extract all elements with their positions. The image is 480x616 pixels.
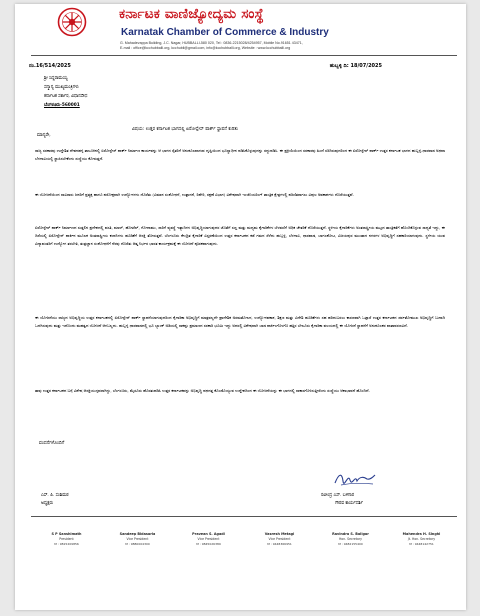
officer-5 — [315, 520, 386, 560]
officer-role: Vice President — [126, 536, 149, 541]
signature-mark — [333, 469, 377, 489]
signatory-right-name: ರವೀಂದ್ರ ಎಸ್. ಬಳಿಗಾರ — [321, 493, 355, 498]
officer-name: Ravindra S. Baligar — [332, 532, 369, 536]
body-paragraph-1: ರಾಜ್ಯ ಸರಕಾರವು ಉದ್ದೇಶಿತ ದೇವನಹಳ್ಳಿ ತಾಲೂಕಿನಲ್ಲಿ ಏರೋಸ್ಪೇಸ್ ಪಾರ್ಕ್ ನಿರ್ಮಾಣ ಕಾರ್ಯವನ್ನು ಆ ಭಾಗದ ರೈತರಿಗೆ ಅನುಕೂಲವಾಗುವ ದೃಷ್ಟಿಯಿಂದ ಭೂಸ್ವಾಧೀನ ಪಡಿಸಿಕೊಳ್ಳುವುದನ್ನು ರದ್ದುಪಡಿಸಿ. ಈ ಪ್ರಕ್ರಿಯೆಯಿಂದ ಸರಕಾರವು ಹಿಂದೆ ಸರಿದಿರುವುದರಿಂದ ಈ ಏರೋಸ್ಪೇಸ್ ಪಾರ್ಕ್ ಉತ್ತರ ಕರ್ನಾಟಕ ಭಾಗದ ಹುಬ್ಬಳ್ಳಿ-ಧಾರವಾಡ ಅಥವಾ ಬೆಳಗಾವಿಯಲ್ಲಿ ಸ್ಥಾಪಿಸಬೇಕೆಂದು ಸಂಸ್ಥೆಯು ಕೋರುತ್ತದೆ. — [35, 148, 445, 161]
officer-role: President — [59, 536, 74, 541]
officer-name: S P Sanshimath — [51, 532, 82, 536]
address-line-1: G. Mahadevappa Building, J.C. Nagar, HUBBALLI-580 020, Tel : 0836-2215028/4254957, Mobile No.91651 43471, — [120, 41, 303, 45]
officer-role: Jt. Hon. Secretary — [407, 536, 436, 541]
officer-phone: M : 9482155400 — [338, 541, 363, 546]
address-line-2: E-mail : office@kcchubballi.org, kcchubli@gmail.com, info@kcchubballi.org, Website : www.kcchubballi.org — [120, 46, 291, 50]
recipient-line-1: ಶ್ರೀ ಸಿದ್ದರಾಮಯ್ಯ — [44, 76, 68, 81]
closing-text: ವಂದನೆಗಳೊಂದಿಗೆ — [39, 441, 65, 446]
officer-role: Hon. Secretary — [338, 536, 363, 541]
officer-1 — [31, 520, 102, 560]
officer-3 — [173, 520, 244, 560]
signatory-left-name: ಎಸ್. ಪಿ. ಸಂಶಿಮಠ — [41, 493, 69, 498]
officer-role: Vice President — [197, 536, 220, 541]
officer-2 — [102, 520, 173, 560]
officer-phone: M : 9880004300 — [125, 541, 150, 546]
officer-phone: M : 9448142751 — [409, 541, 434, 546]
recipient-line-3: ಕರ್ನಾಟಕ ಸರ್ಕಾರ, ವಿಧಾನಸೌಧ — [44, 94, 88, 99]
recipient-line-4: ಬೆಂಗಳೂರು-560001 — [44, 103, 80, 108]
officer-name: Pravean S. Agadi — [192, 532, 225, 536]
body-paragraph-5: ತಾವು ಉತ್ತರ ಕರ್ನಾಟಕದ ಬಗ್ಗೆ ವಿಶೇಷ ಆಸಕ್ತಿಯುಳ್ಳವರಾಗಿದ್ದು, ಬೆಂಗಳೂರು, ಮೈಸೂರು ಹೊರತುಪಡಿಸಿ ಉತ್ತರ ಕರ್ನಾಟಕವನ್ನು ಅಭಿವೃದ್ಧಿ ಪಥದತ್ತ ಕೊಂಡೊಯ್ಯುವ ಉದ್ದೇಶದಿಂದ ಈ ಯೋಜನೆಯನ್ನು ಈ ಭಾಗದಲ್ಲಿ ಸಾಕಾರಗೊಳಿಸುತ್ತೀರೆಂದು ಸಂಸ್ಥೆಯು ಆಶಾಭಾವನೆ ಹೊಂದಿದೆ. — [35, 388, 370, 393]
chamber-logo-icon — [57, 7, 87, 37]
organization-name-english: Karnatak Chamber of Commerce & Industry — [121, 27, 329, 38]
recipient-line-2: ಸನ್ಮಾನ್ಯ ಮುಖ್ಯಮಂತ್ರಿಗಳು — [44, 85, 79, 90]
signatory-left-title: ಅಧ್ಯಕ್ಷರು — [41, 501, 54, 506]
officer-6 — [386, 520, 457, 560]
office-bearers — [31, 520, 457, 560]
officer-phone: M : 9815209856 — [54, 541, 79, 546]
officer-name: Vasresh Metagi — [264, 532, 295, 536]
body-paragraph-2: ಈ ಯೋಜನೆಯಿಂದ ಸಾವಿರಾರು ಜನರಿಗೆ ಪ್ರತ್ಯಕ್ಷ ಹಾಗೂ ಪರೋಕ್ಷವಾಗಿ ಉದ್ಯೋಗಗಳು ದೊರೆತು (ವಿಮಾನ ಸಂಶೋಧನೆ, ಉತ್ಪಾದನೆ, ರಿಪೇರಿ, ರಕ್ಷಣೆ ವಿಭಾಗ) ವಿಶೇಷವಾಗಿ ಇಂಜಿನಿಯರಿಂಗ್ ತಾಂತ್ರಿಕ ಕ್ಷೇತ್ರಗಳಲ್ಲಿ ಪರಿಣಿತರಾಗಲು ವಿಪುಲ ಅವಕಾಶಗಳು ದೊರೆಯುತ್ತವೆ. — [35, 192, 354, 197]
officer-role: Vice President — [268, 536, 291, 541]
officer-name: Sandeep Bidasaria — [119, 532, 156, 536]
header-divider — [31, 55, 457, 56]
salutation: ಮಾನ್ಯರೇ, — [37, 133, 51, 138]
reference-number: ನಂ.16/514/2025 — [29, 63, 71, 69]
body-paragraph-3: ಏರೋಸ್ಪೇಸ್ ಪಾರ್ಕ್ ನಿರ್ಮಾಣದ ಸುತ್ತಲಿನ ಪ್ರದೇಶದಲ್ಲಿ ವಸತಿ, ಮಾಲ್, ಹೋಟೆಲ್, ಗೋದಾಮು, ಸಾರಿಗೆ ವ್ಯವಸ್ಥೆ ಇತ್ಯಾದಿಗಳ ಅಭಿವೃದ್ಧಿಯಾಗುವುದರ ಜೊತೆಗೆ ಸಣ್ಣ ಮತ್ತು ಮಧ್ಯಮ ಕೈಗಾರಿಕೆಗಳ ಬೆಳವಣಿಗೆ ಅಧಿಕ ಚೇತರಿಕೆ ದೊರೆಯುತ್ತದೆ. ಸ್ಥಳೀಯ ಕೈಗಾರಿಕೆಗಳು ಅಂತರಾಷ್ಟ್ರೀಯ ಮಟ್ಟದ ತಾಂತ್ರಿಕತೆಗೆ ಹೊಂದಿಕೊಳ್ಳುವ ಸಾಧ್ಯತೆ ಇದ್ದು, ಈ ದಿಸೆಯಲ್ಲಿ ಏರೋಸ್ಪೇಸ್ ಪಾರ್ಕಿನ ಮೂಲಕ ಅಂತರಾಷ್ಟ್ರೀಯ ಕಂಪನಿಗಳು ಹೂಡಿಕೆಗೆ ಆಸಕ್ತಿ ತೋರುತ್ತವೆ. ಬೆಂಗಳೂರು ಕೇಂದ್ರಿತ ಕೈಗಾರಿಕೆ ವಿಸ್ತರಣೆಯಿಂದ ಉತ್ತರ ಕರ್ನಾಟಕದ ಕಡೆ ಗಮನ ಸೆಳೆದು ಹುಬ್ಬಳ್ಳಿ, ಬೆಳಗಾವಿ, ಧಾರವಾಡ, ಬಾಗಲಕೋಟ, ವಿಜಯಪುರ ಮುಂತಾದ ನಗರಗಳ ಅಭಿವೃದ್ಧಿಗೆ ಸಹಕಾರಿಯಾಗುವುದು. ಸ್ಥಳೀಯ ಯುವ ವಿದ್ಯಾವಂತರಿಗೆ ಉದ್ಯೋಗ ತರಬೇತಿ, ತಂತ್ರಜ್ಞಾನ ಸಂಶೋಧನೆಗೆ ನೆರವು ದೊರೆತು ಆತ್ಮ ನಿರ್ಭರ ಭಾರತ ಕಾರ್ಯಕ್ರಮಕ್ಕೆ ಈ ಯೋಜನೆ ಪೂರಕವಾಗುವುದು. — [35, 225, 445, 246]
body-paragraph-4: ಈ ಯೋಜನೆಯು ರಾಜ್ಯದ ಅಭಿವೃದ್ಧಿಯ ಉತ್ತರ ಕರ್ನಾಟಕದಲ್ಲಿ ಏರೋಸ್ಪೇಸ್ ಪಾರ್ಕ್ ಸ್ಥಾಪನೆಯಾಗುವುದರಿಂದ ಕೈಗಾರಿಕಾ ಅಭಿವೃದ್ಧಿಗೆ ಮಾತ್ರವಲ್ಲದೇ ಪ್ರಾದೇಶಿಕ ಅಸಮತೋಲನ, ಉದ್ಯೋಗವಕಾಶ, ಶಿಕ್ಷಣ ಮತ್ತು ವಿದೇಶಿ ಹೂಡಿಕೆಗಳು ಸಹ ಹರಿದುಬರಲು ಕಾರಣವಾಗಿ ಒಟ್ಟಾರೆ ಉತ್ತರ ಕರ್ನಾಟಕದ ಸರ್ವತೋಮುಖ ಅಭಿವೃದ್ಧಿಗೆ ಬುನಾದಿ ಒದಗಿಸುವುದು ಮತ್ತು ಇದೊಂದು ಮಹತ್ವದ ಯೋಜನೆ ಆಗಬಲ್ಲದು. ಹುಬ್ಬಳ್ಳಿ ಧಾರವಾಡದಲ್ಲಿ ಭೂ ಬ್ಯಾಂಕ್ ಅಡಿಯಲ್ಲಿ ಸಾಕಷ್ಟು ಪ್ರಮಾಣದ ಸರಕಾರಿ ಭೂಮಿ ಇದ್ದು ಅದರಲ್ಲಿ ವಿಶೇಷವಾಗಿ ಬಾಡ ಪಾರ್ಕಿಂಗೊಳಗೊ ಹತ್ತಿರ ಬೇಲೂರು ಕೈಗಾರಿಕಾ ವಲಯದಲ್ಲಿ ಈ ಯೋಜನೆ ಸ್ಥಾಪನೆಗೆ ಅನುಕೂಲಕರ ವಾತಾವರಣವಿದೆ. — [35, 315, 445, 328]
letter-subject: ವಿಷಯ: ಉತ್ತರ ಕರ್ನಾಟಕ ಭಾಗದಲ್ಲಿ ಏರೋಸ್ಪೇಸ್ ಪಾರ್ಕ್ ಸ್ಥಾಪನೆ ಕುರಿತು — [132, 127, 239, 132]
officer-phone: M : 9448366951 — [267, 541, 292, 546]
letter-date: ಹುಬ್ಬಳ್ಳಿ ದಿ: 18/07/2025 — [329, 63, 382, 69]
footer-divider — [31, 516, 457, 517]
officer-4 — [244, 520, 315, 560]
signatory-right-title: ಗೌರವ ಕಾರ್ಯದರ್ಶಿ — [335, 501, 363, 506]
letter-page — [15, 4, 466, 610]
officer-phone: M : 9845026389 — [196, 541, 221, 546]
organization-name-kannada: ಕರ್ನಾಟಕ ವಾಣಿಜ್ಯೋದ್ಯಮ ಸಂಸ್ಥೆ — [119, 6, 264, 22]
officer-name: Mahendra H. Singhi — [402, 532, 441, 536]
letterhead-address — [120, 41, 303, 51]
